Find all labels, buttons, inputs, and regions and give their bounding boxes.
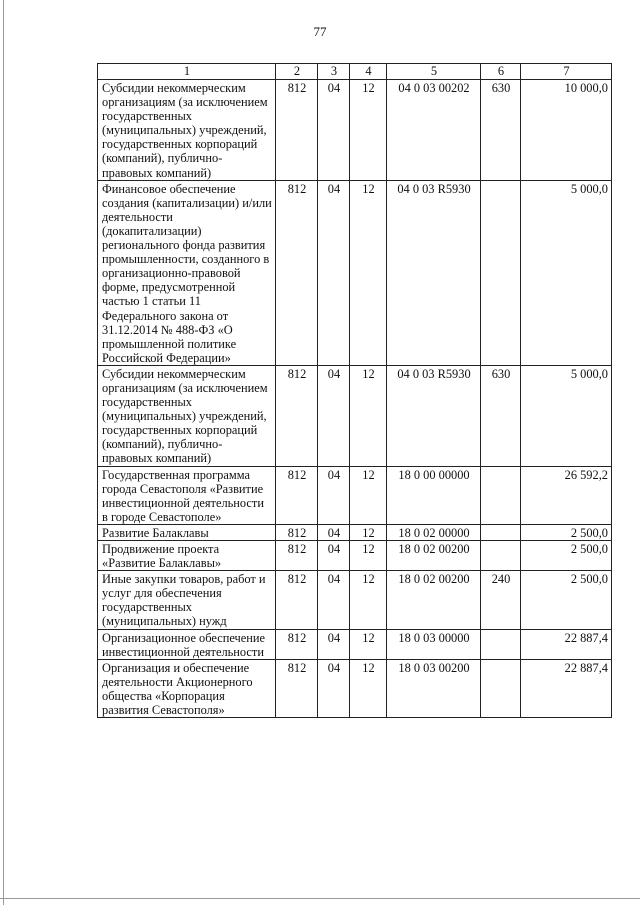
- section-code-cell: 04: [318, 180, 350, 365]
- column-header: 5: [387, 64, 481, 80]
- column-header: 3: [318, 64, 350, 80]
- target-article-cell: 04 0 03 R5930: [387, 365, 481, 466]
- table-row: [98, 659, 612, 717]
- section-code-cell: 04: [318, 659, 350, 717]
- row-name-cell: Субсидии некоммерческим организациям (за исключением государственных (муниципальных) учреждений, государственных корпораций (компаний), публично-правовых компаний): [98, 80, 276, 181]
- ministry-code-cell: 812: [276, 571, 318, 629]
- row-name-cell: Развитие Балаклавы: [98, 524, 276, 540]
- expense-type-cell: [481, 541, 521, 571]
- section-code-cell: 04: [318, 365, 350, 466]
- subsection-code-cell: 12: [350, 571, 387, 629]
- ministry-code-cell: 812: [276, 524, 318, 540]
- amount-cell: 5 000,0: [521, 180, 612, 365]
- subsection-code-cell: 12: [350, 629, 387, 659]
- table-row: [98, 629, 612, 659]
- table-row: [98, 524, 612, 540]
- row-name-cell: Организационное обеспечение инвестиционной деятельности: [98, 629, 276, 659]
- amount-cell: 5 000,0: [521, 365, 612, 466]
- expense-type-cell: [481, 524, 521, 540]
- subsection-code-cell: 12: [350, 365, 387, 466]
- amount-cell: 2 500,0: [521, 571, 612, 629]
- target-article-cell: 04 0 03 00202: [387, 80, 481, 181]
- row-name-cell: Продвижение проекта «Развитие Балаклавы»: [98, 541, 276, 571]
- subsection-code-cell: 12: [350, 80, 387, 181]
- target-article-cell: 18 0 03 00200: [387, 659, 481, 717]
- subsection-code-cell: 12: [350, 524, 387, 540]
- subsection-code-cell: 12: [350, 466, 387, 524]
- expense-type-cell: [481, 180, 521, 365]
- target-article-cell: 04 0 03 R5930: [387, 180, 481, 365]
- column-header: 7: [521, 64, 612, 80]
- row-name-cell: Государственная программа города Севастополя «Развитие инвестиционной деятельности в городе Севастополе»: [98, 466, 276, 524]
- page-number: 77: [313, 24, 327, 39]
- target-article-cell: 18 0 02 00000: [387, 524, 481, 540]
- scan-edge-left: [3, 0, 4, 905]
- expense-type-cell: 240: [481, 571, 521, 629]
- amount-cell: 2 500,0: [521, 524, 612, 540]
- row-name-cell: Субсидии некоммерческим организациям (за исключением государственных (муниципальных) учреждений, государственных корпораций (компаний), публично-правовых компаний): [98, 365, 276, 466]
- expense-type-cell: 630: [481, 80, 521, 181]
- section-code-cell: 04: [318, 629, 350, 659]
- ministry-code-cell: 812: [276, 180, 318, 365]
- section-code-cell: 04: [318, 466, 350, 524]
- ministry-code-cell: 812: [276, 365, 318, 466]
- row-name-cell: Организация и обеспечение деятельности Акционерного общества «Корпорация развития Севастополя»: [98, 659, 276, 717]
- table-row: [98, 180, 612, 365]
- section-code-cell: 04: [318, 524, 350, 540]
- target-article-cell: 18 0 02 00200: [387, 571, 481, 629]
- amount-cell: 26 592,2: [521, 466, 612, 524]
- ministry-code-cell: 812: [276, 541, 318, 571]
- column-header: 1: [98, 64, 276, 80]
- column-header: 2: [276, 64, 318, 80]
- target-article-cell: 18 0 00 00000: [387, 466, 481, 524]
- amount-cell: 22 887,4: [521, 659, 612, 717]
- target-article-cell: 18 0 03 00000: [387, 629, 481, 659]
- column-header: 6: [481, 64, 521, 80]
- ministry-code-cell: 812: [276, 629, 318, 659]
- subsection-code-cell: 12: [350, 180, 387, 365]
- subsection-code-cell: 12: [350, 541, 387, 571]
- section-code-cell: 04: [318, 80, 350, 181]
- target-article-cell: 18 0 02 00200: [387, 541, 481, 571]
- column-header: 4: [350, 64, 387, 80]
- section-code-cell: 04: [318, 541, 350, 571]
- table-row: [98, 571, 612, 629]
- ministry-code-cell: 812: [276, 659, 318, 717]
- table-row: [98, 466, 612, 524]
- amount-cell: 10 000,0: [521, 80, 612, 181]
- ministry-code-cell: 812: [276, 466, 318, 524]
- budget-table: [97, 63, 612, 718]
- ministry-code-cell: 812: [276, 80, 318, 181]
- subsection-code-cell: 12: [350, 659, 387, 717]
- expense-type-cell: [481, 629, 521, 659]
- expense-type-cell: [481, 466, 521, 524]
- header-row: [98, 64, 612, 80]
- expense-type-cell: [481, 659, 521, 717]
- section-code-cell: 04: [318, 571, 350, 629]
- table-row: [98, 541, 612, 571]
- row-name-cell: Финансовое обеспечение создания (капитализации) и/или деятельности (докапитализации) регионального фонда развития промышленности, созданного в организационно-правовой форме, предусмотренной частью 1 статьи 11 Федерального закона от 31.12.2014 № 488-ФЗ «О промышленной политике Российской Федерации»: [98, 180, 276, 365]
- scan-edge-bottom: [0, 898, 640, 899]
- amount-cell: 2 500,0: [521, 541, 612, 571]
- amount-cell: 22 887,4: [521, 629, 612, 659]
- table-row: [98, 80, 612, 181]
- expense-type-cell: 630: [481, 365, 521, 466]
- table-row: [98, 365, 612, 466]
- row-name-cell: Иные закупки товаров, работ и услуг для обеспечения государственных (муниципальных) нужд: [98, 571, 276, 629]
